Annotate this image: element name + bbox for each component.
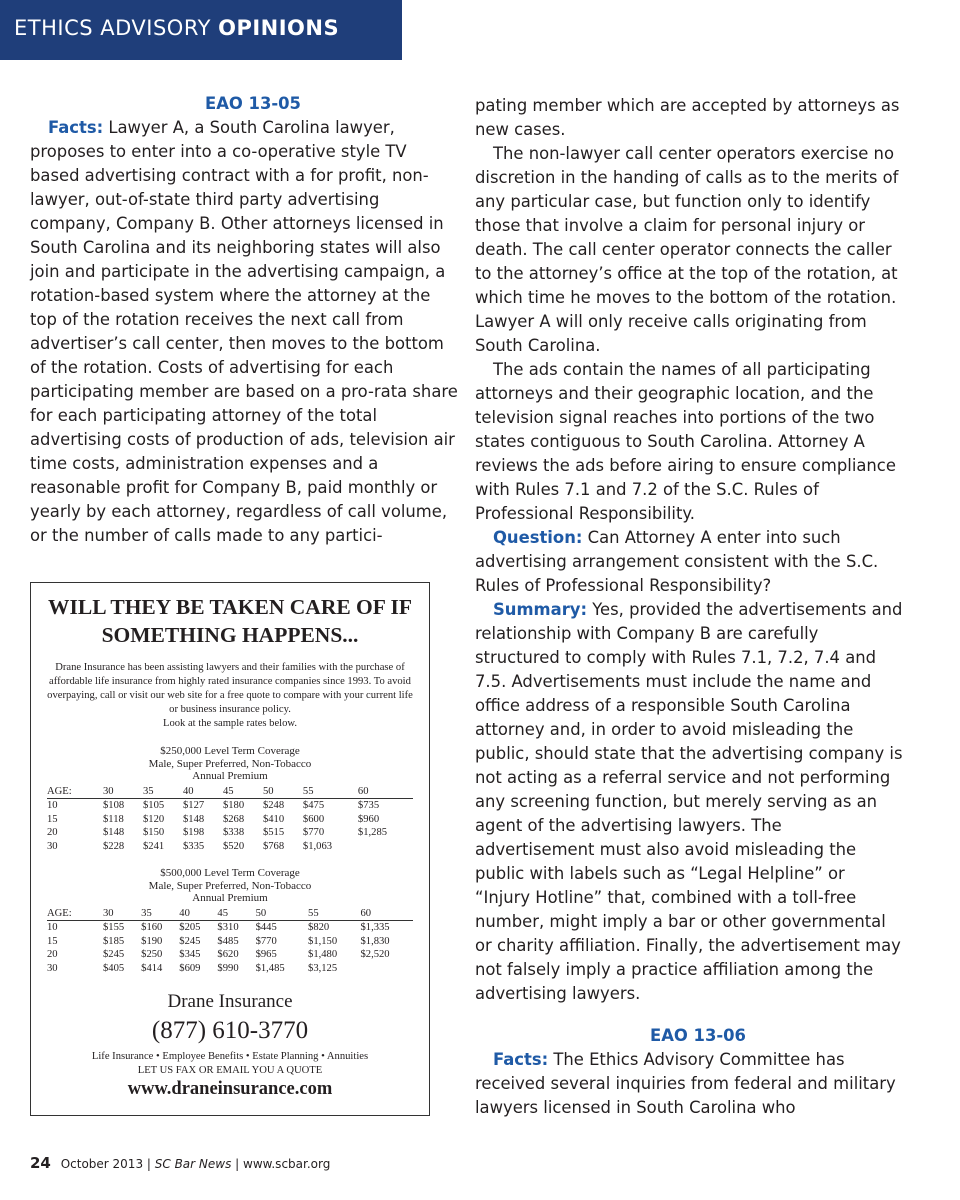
rate-header-cell: 40 — [179, 907, 217, 921]
ad-website-link[interactable]: www.draneinsurance.com — [127, 1079, 333, 1099]
rate-row — [47, 948, 413, 962]
rate-header-cell: 55 — [303, 785, 358, 799]
rate-cell: $148 — [182, 813, 205, 825]
rate-cell: $770 — [255, 935, 277, 947]
ad-phone-number: (877) 610-3770 — [151, 1017, 309, 1044]
facts-text: Lawyer A, a South Carolina lawyer, proposes to enter into a co-operative style TV based advertising contract with a for profit, non-lawyer, out-of-state third party advertising company, Company B. Other attorneys licensed in South Carolina and its neighboring states will also join and participate in the advertising campaign, a rotation-based system where the attorney at the top of the rotation receives the next call from advertiser’s call center, then moves to the bottom of the rotation. Costs of advertising for each participating member are based on a pro-rata share for each participating attorney of the total advertising costs of production of ads, television air time costs, administration expenses and a reasonable profit for Company B, paid monthly or yearly by each attorney, regardless of call volume, or the number of calls made to any partici- — [30, 118, 458, 545]
facts-label: Facts: — [493, 1050, 549, 1069]
footer-date: October 2013 | — [60, 1157, 151, 1171]
rate-cell: $1,485 — [255, 962, 285, 974]
rate-row — [47, 813, 413, 827]
rate-header-cell: AGE: — [47, 907, 103, 921]
rate-row — [47, 962, 413, 976]
rate-cell: $108 — [103, 800, 125, 812]
rate-cell: $475 — [302, 800, 325, 812]
question-paragraph — [475, 526, 903, 598]
section-title — [14, 16, 339, 40]
rate-cell: $770 — [302, 827, 325, 839]
rate-caption: $250,000 Level Term Coverage — [160, 745, 300, 757]
rate-cell: $735 — [357, 800, 380, 812]
page-footer — [30, 1154, 330, 1172]
rate-caption: Annual Premium — [192, 770, 268, 782]
rate-cell: $515 — [262, 827, 285, 839]
rate-cell: $405 — [103, 962, 125, 974]
summary-text: Yes, provided the advertisements and relationship with Company B are carefully structured to comply with Rules 7.1, 7.2, 7.4 and 7.5. Advertisements must include the name and office address of a responsible South Carolina attorney and, in order to avoid misleading the public, should state that the advertising company is not acting as a referral service and not performing any screening function, but merely serving as an agent of the advertising lawyers. The advertisement must also avoid misleading the public with labels such as “Legal Helpline” or “Injury Hotline” that, combined with a toll-free number, might imply a bar or other governmental or charity affiliation. Finally, the advertisement may not falsely imply a practice affiliation among the advertising lawyers. — [475, 600, 903, 1003]
rate-cell: $268 — [222, 813, 245, 825]
continued-paragraph: pating member which are accepted by attorneys as new cases. — [475, 96, 900, 139]
summary-label: Summary: — [493, 600, 588, 619]
body-paragraph: The ads contain the names of all participating attorneys and their geographic location, and the television signal reaches into portions of the two states contiguous to South Carolina. Attorney A reviews the ads before airing to ensure compliance with Rules 7.1 and 7.2 of the S.C. Rules of Professional Responsibility. — [475, 360, 896, 523]
rate-header-cell: 60 — [358, 785, 413, 799]
rate-cell — [360, 962, 413, 976]
rate-cell: $335 — [182, 840, 205, 852]
rate-cell: $768 — [262, 840, 285, 852]
rate-cell: $120 — [142, 813, 165, 825]
section-title-prefix: ETHICS ADVISORY — [14, 16, 211, 40]
section-header — [0, 0, 402, 60]
rate-cell: $990 — [217, 962, 239, 974]
facts-label: Facts: — [48, 118, 104, 137]
rate-header-cell: AGE: — [47, 785, 103, 799]
rate-cell: $245 — [103, 949, 125, 961]
rate-caption: $500,000 Level Term Coverage — [160, 867, 300, 879]
facts-paragraph — [475, 1048, 903, 1120]
rate-caption: Male, Super Preferred, Non-Tobacco — [148, 757, 312, 770]
rate-cell — [358, 840, 413, 854]
rate-cell: $410 — [262, 813, 285, 825]
rate-cell: 15 — [47, 935, 58, 947]
ad-headline: WILL THEY BE TAKEN CARE OF IF SOMETHING HAPPENS... — [48, 595, 412, 647]
rate-header-cell: 35 — [141, 907, 179, 921]
rate-cell: 30 — [47, 840, 58, 852]
right-column — [475, 94, 903, 1120]
rate-cell: $1,150 — [308, 935, 338, 947]
ad-company-name: Drane Insurance — [167, 991, 293, 1012]
rate-cell: 20 — [47, 949, 58, 961]
summary-paragraph — [475, 598, 903, 1006]
facts-paragraph — [30, 116, 458, 548]
rate-cell: $150 — [142, 827, 165, 839]
rate-cell: $190 — [141, 935, 163, 947]
rate-header-cell: 30 — [103, 907, 141, 921]
ad-services: Life Insurance • Employee Benefits • Estate Planning • Annuities — [91, 1051, 369, 1062]
question-text: Can Attorney A enter into such advertising arrangement consistent with the S.C. Rules of Professional Responsibility? — [475, 528, 879, 595]
left-column — [30, 92, 458, 548]
rate-cell: $620 — [217, 949, 239, 961]
rate-header-cell: 50 — [263, 785, 303, 799]
rate-cell: $1,285 — [357, 827, 388, 839]
rate-cell: $250 — [141, 949, 163, 961]
rate-cell: $520 — [222, 840, 245, 852]
rate-header-row — [47, 907, 413, 921]
rate-cell: 20 — [47, 827, 58, 839]
ad-fax-note: LET US FAX OR EMAIL YOU A QUOTE — [137, 1065, 323, 1076]
rate-cell: $248 — [262, 800, 285, 812]
rate-cell: $245 — [179, 935, 201, 947]
rate-cell: 30 — [47, 962, 58, 974]
footer-publication: SC Bar News — [154, 1157, 232, 1171]
rate-cell: $609 — [179, 962, 201, 974]
rate-header-cell: 55 — [308, 907, 360, 921]
rate-header-cell: 30 — [103, 785, 143, 799]
rate-cell: $485 — [217, 935, 239, 947]
rate-header-cell: 40 — [183, 785, 223, 799]
rate-cell: $198 — [182, 827, 205, 839]
rate-cell: $241 — [142, 840, 165, 852]
rate-row — [47, 921, 413, 935]
rate-cell: $1,063 — [302, 840, 333, 852]
rate-cell: $600 — [302, 813, 325, 825]
rate-cell: $310 — [217, 922, 239, 934]
rate-row — [47, 840, 413, 854]
facts-text: The Ethics Advisory Committee has received several inquiries from federal and military lawyers licensed in South Carolina who — [475, 1050, 896, 1117]
rate-cell: $205 — [179, 922, 201, 934]
rate-header-cell: 60 — [360, 907, 413, 921]
rate-table-250k — [31, 745, 429, 853]
rate-cell: $1,830 — [360, 935, 390, 947]
rate-header-row — [47, 785, 413, 799]
rate-cell: $345 — [179, 949, 201, 961]
rate-header-cell: 45 — [223, 785, 263, 799]
rate-header-cell: 50 — [256, 907, 308, 921]
rate-cell: 10 — [47, 922, 58, 934]
rate-cell: $3,125 — [308, 962, 338, 974]
question-label: Question: — [493, 528, 583, 547]
rate-cell: $965 — [255, 949, 277, 961]
spacer — [475, 1006, 903, 1024]
rate-cell: $118 — [103, 813, 124, 825]
rate-row — [47, 826, 413, 840]
rate-table — [47, 785, 413, 854]
rate-cell: 15 — [47, 813, 58, 825]
rate-cell: 10 — [47, 800, 58, 812]
rate-cell: $180 — [222, 800, 245, 812]
section-title-bold: OPINIONS — [218, 16, 340, 40]
rate-row — [47, 935, 413, 949]
rate-header-cell: 45 — [217, 907, 255, 921]
rate-row — [47, 799, 413, 813]
rate-header-cell: 35 — [143, 785, 183, 799]
rate-cell: $105 — [142, 800, 165, 812]
body-paragraph: The non-lawyer call center operators exercise no discretion in the handing of calls as to the merits of any particular case, but function only to identify those that involve a claim for personal injury or death. The call center operator connects the caller to the attorney’s office at the top of the rotation, at which time he moves to the bottom of the rotation. Lawyer A will only receive calls originating from South Carolina. — [475, 144, 899, 355]
rate-caption: Male, Super Preferred, Non-Tobacco — [148, 879, 312, 892]
rate-caption: Annual Premium — [192, 892, 268, 904]
rate-cell: $2,520 — [360, 949, 390, 961]
rate-cell: $160 — [141, 922, 163, 934]
rate-cell: $127 — [182, 800, 205, 812]
insurance-advertisement — [30, 582, 430, 1116]
ad-sample-note: Look at the sample rates below. — [162, 718, 298, 729]
ad-intro: Drane Insurance has been assisting lawyers and their families with the purchase of affordable life insurance from highly rated insurance companies since 1993. To avoid overpaying, call or visit our web site for a free quote to compare with your current life or business insurance policy. — [47, 662, 413, 715]
page-number: 24 — [30, 1154, 51, 1172]
opinion-heading: EAO 13-05 — [205, 94, 301, 113]
opinion-heading: EAO 13-06 — [650, 1026, 746, 1045]
rate-table — [47, 907, 413, 976]
rate-cell: $338 — [222, 827, 245, 839]
rate-cell: $414 — [141, 962, 163, 974]
rate-cell: $185 — [103, 935, 125, 947]
rate-cell: $1,480 — [308, 949, 338, 961]
rate-cell: $820 — [308, 922, 330, 934]
rate-table-500k — [31, 867, 429, 975]
rate-cell: $1,335 — [360, 922, 390, 934]
rate-cell: $445 — [255, 922, 277, 934]
rate-cell: $228 — [103, 840, 125, 852]
footer-site[interactable]: | www.scbar.org — [235, 1157, 331, 1171]
rate-cell: $148 — [103, 827, 125, 839]
rate-cell: $155 — [103, 922, 125, 934]
rate-cell: $960 — [357, 813, 380, 825]
